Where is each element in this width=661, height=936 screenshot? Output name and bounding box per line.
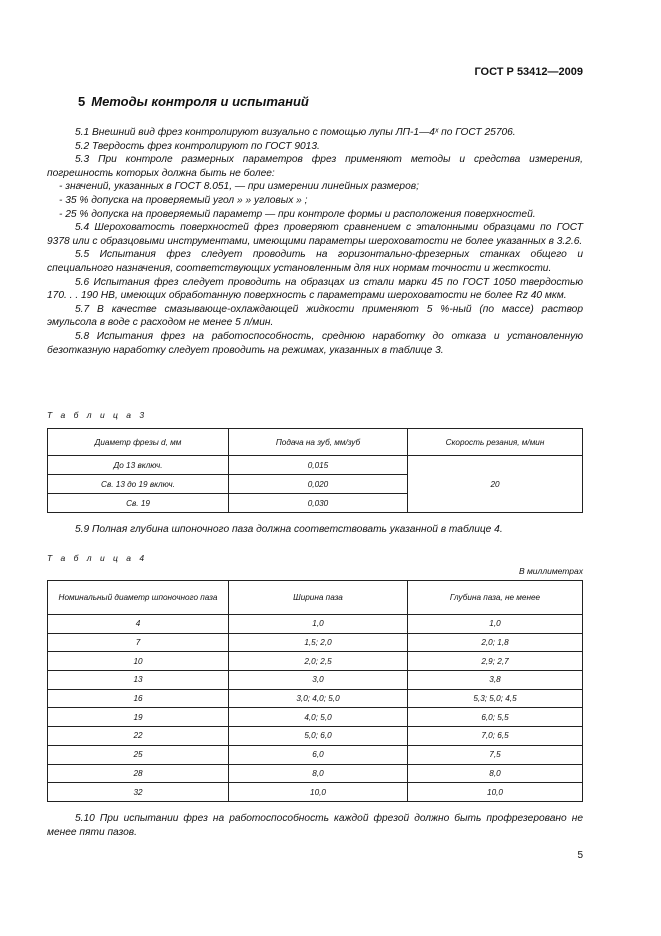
table-header: Глубина паза, не менее <box>408 581 583 615</box>
table-cell: 3,0 <box>229 671 408 690</box>
table-cell: 8,0 <box>408 764 583 783</box>
table-cell: 4 <box>48 615 229 634</box>
table-cell: 2,0; 2,5 <box>229 652 408 671</box>
table-cell: 25 <box>48 745 229 764</box>
table-cell: 6,0 <box>229 745 408 764</box>
table-row <box>48 764 583 783</box>
table-row <box>48 652 583 671</box>
table-header: Диаметр фрезы d, мм <box>48 429 229 456</box>
table-cell: 20 <box>408 456 583 513</box>
table-cell: 7,0; 6,5 <box>408 727 583 746</box>
table-cell: 1,5; 2,0 <box>229 633 408 652</box>
table-cell: Св. 13 до 19 включ. <box>48 475 229 494</box>
table-row <box>48 708 583 727</box>
paragraph: 5.7 В качестве смазывающе-охлаждающей жидкости применяют 5 %-ный (по массе) раствор эмульсола в воде с расходом не менее 5 л/мин. <box>47 303 583 329</box>
table-cell: 5,0; 6,0 <box>229 727 408 746</box>
table-cell: 1,0 <box>408 615 583 634</box>
table-cell: 5,3; 5,0; 4,5 <box>408 689 583 708</box>
table-header: Номинальный диаметр шпоночного паза <box>48 581 229 615</box>
table-cell: 10 <box>48 652 229 671</box>
table-row <box>48 783 583 802</box>
paragraph: 5.5 Испытания фрез следует проводить на горизонтально-фрезерных станках общего и специального назначения, соответствующих установленным для них нормам точности и жесткости. <box>47 249 583 274</box>
table-cell: 4,0; 5,0 <box>229 708 408 727</box>
section-number: 5 <box>78 94 86 109</box>
table-row <box>48 689 583 708</box>
table-cell: 0,030 <box>229 494 408 513</box>
page-number: 5 <box>577 850 583 861</box>
paragraph: 5.1 Внешний вид фрез контролируют визуально с помощью лупы ЛП-1—4ˣ по ГОСТ 25706. <box>75 127 516 138</box>
table-cell: 22 <box>48 727 229 746</box>
paragraph: 5.4 Шероховатость поверхностей фрез проверяют сравнением с эталонными образцами по ГОСТ 9378 или с образцовыми инструментами, имеющими параметры шероховатости не более указанных в 3.2.6. <box>47 222 583 247</box>
table-cell: 7,5 <box>408 745 583 764</box>
table4-units: В миллиметрах <box>518 566 583 576</box>
table-cell: 16 <box>48 689 229 708</box>
table-cell: 3,0; 4,0; 5,0 <box>229 689 408 708</box>
table-row <box>48 727 583 746</box>
table-cell: 10,0 <box>229 783 408 802</box>
table-cell: 2,9; 2,7 <box>408 652 583 671</box>
table4-caption: Т а б л и ц а 4 <box>47 553 148 563</box>
table-cell: 19 <box>48 708 229 727</box>
table-cell: До 13 включ. <box>48 456 229 475</box>
paragraph: 5.2 Твердость фрез контролируют по ГОСТ 9013. <box>75 140 320 152</box>
table-cell: 6,0; 5,5 <box>408 708 583 727</box>
table-cell: 8,0 <box>229 764 408 783</box>
paragraph: 5.6 Испытания фрез следует проводить на образцах из стали марки 45 по ГОСТ 1050 твердостью 170. . . 190 НВ, имеющих обработанную поверхность с параметрами шероховатости не более Rz 40 мкм. <box>47 276 583 302</box>
table-4 <box>47 580 583 802</box>
document-header: ГОСТ Р 53412—2009 <box>474 66 583 78</box>
table-cell: Св. 19 <box>48 494 229 513</box>
paragraph-5-9: 5.9 Полная глубина шпоночного паза должна соответствовать указанной в таблице 4. <box>75 524 503 535</box>
table-row <box>48 615 583 634</box>
table-row <box>48 745 583 764</box>
paragraph: 5.3 При контроле размерных параметров фрез применяют методы и средства измерения, погрешность которых должна быть не более: <box>47 154 583 179</box>
table-cell: 1,0 <box>229 615 408 634</box>
section-heading <box>78 94 309 109</box>
body-text <box>47 126 583 357</box>
table-cell: 7 <box>48 633 229 652</box>
table-cell: 10,0 <box>408 783 583 802</box>
table-row <box>48 671 583 690</box>
paragraph-5-10: 5.10 При испытании фрез на работоспособность каждой фрезой должно быть профрезеровано не менее пяти пазов. <box>47 813 583 838</box>
table-row <box>48 456 583 475</box>
table-cell: 13 <box>48 671 229 690</box>
paragraph: - значений, указанных в ГОСТ 8.051, — при измерении линейных размеров; <box>59 181 419 193</box>
table-3 <box>47 428 583 513</box>
paragraph: - 25 % допуска на проверяемый параметр — при контроле формы и расположения поверхностей. <box>59 208 536 220</box>
table-cell: 28 <box>48 764 229 783</box>
table-header: Подача на зуб, мм/зуб <box>229 429 408 456</box>
table3-caption: Т а б л и ц а 3 <box>47 410 148 420</box>
table-cell: 0,020 <box>229 475 408 494</box>
paragraph: - 35 % допуска на проверяемый угол » » угловых » ; <box>59 194 308 206</box>
table-header: Ширина паза <box>229 581 408 615</box>
table-cell: 32 <box>48 783 229 802</box>
table-cell: 2,0; 1,8 <box>408 633 583 652</box>
table-cell: 0,015 <box>229 456 408 475</box>
section-title: Методы контроля и испытаний <box>91 94 309 109</box>
table-cell: 3,8 <box>408 671 583 690</box>
paragraph: 5.8 Испытания фрез на работоспособность, среднюю наработку до отказа и установленную безотказную наработку следует проводить на режимах, указанных в таблице 3. <box>47 330 583 356</box>
table-row <box>48 633 583 652</box>
table-header: Скорость резания, м/мин <box>408 429 583 456</box>
